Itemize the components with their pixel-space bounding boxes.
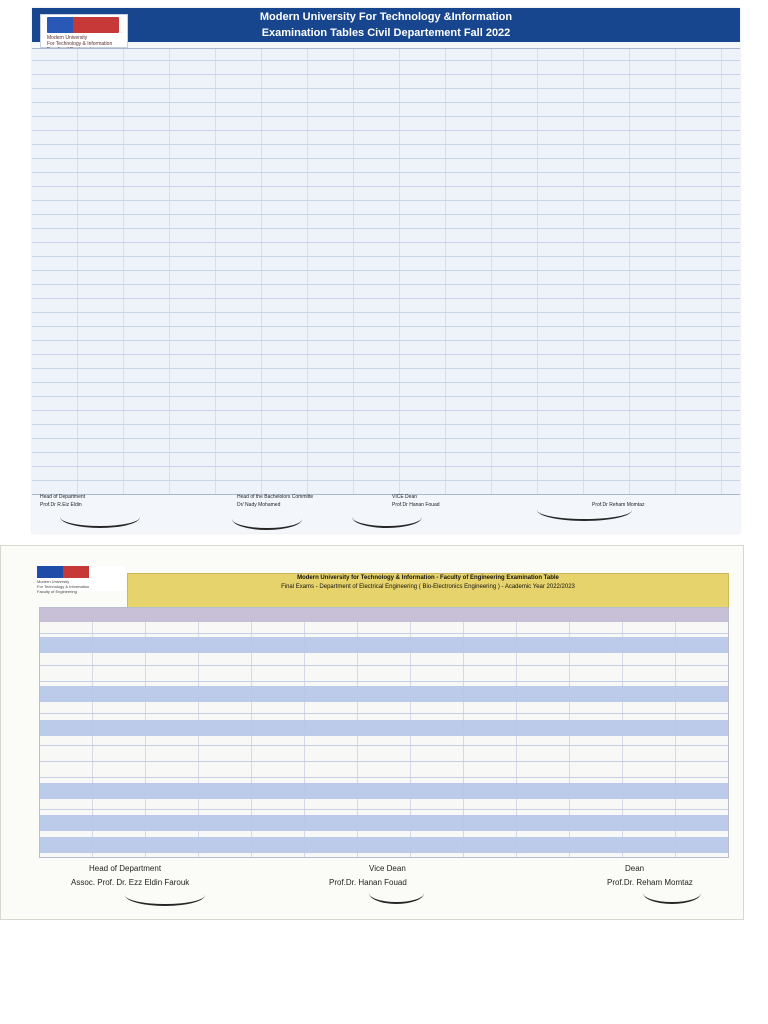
logo-text-line2: For Technology & Information [47, 41, 113, 47]
civil-exam-table [32, 48, 740, 495]
highlight-row [40, 637, 728, 653]
signature-mark [643, 882, 701, 904]
civil-footer [32, 492, 740, 530]
bio-exam-table [39, 607, 729, 858]
head-department-name: Prof.Dr R.Eiz Eldin [40, 502, 82, 508]
highlight-row [40, 815, 728, 831]
dean-name: Prof.Dr Reham Momtaz [592, 502, 645, 508]
civil-title-line2: Examination Tables Civil Departement Fall 2022 [261, 27, 511, 39]
mu-logo-mark [47, 17, 119, 33]
vice-dean-name: Prof.Dr. Hanan Fouad [329, 878, 407, 887]
signature-mark [232, 508, 302, 530]
civil-sheet-header [32, 8, 740, 42]
vice-dean-title: VICE Dean [392, 494, 418, 500]
vice-dean-name: Prof.Dr Hanan Fouad [392, 502, 440, 508]
logo-text-line1: Modern University [47, 35, 88, 41]
highlight-row [40, 720, 728, 736]
highlight-row [40, 686, 728, 702]
committee-name: Dr/ Nady Mohamed [237, 502, 281, 508]
signature-mark [60, 506, 140, 528]
university-logo [37, 566, 125, 594]
highlight-row [40, 783, 728, 799]
bio-footer [39, 864, 729, 904]
bio-title-line1: Modern University for Technology & Information - Faculty of Engineering Examination Table [297, 575, 559, 581]
dean-name: Prof.Dr. Reham Momtaz [607, 878, 693, 887]
civil-exam-sheet [32, 8, 740, 533]
logo-text-line1: Modern University [37, 579, 70, 584]
logo-text [37, 579, 129, 594]
bio-title-bar [127, 573, 729, 609]
bio-title-line2: Final Exams - Department of Electrical Engineering ( Bio-Electronics Engineering ) - Academic Year 2022/2023 [281, 584, 575, 590]
signature-mark [125, 884, 205, 906]
head-department-label: Head of Department [89, 864, 162, 873]
head-department-name: Assoc. Prof. Dr. Ezz Eldin Farouk [71, 878, 190, 887]
signature-mark [352, 506, 422, 528]
signature-mark [369, 882, 424, 904]
logo-text-line2: For Technology & Information [37, 584, 90, 589]
head-department-title: Head of Department [40, 494, 86, 500]
logo-text-line3: Faculty of Engineering [37, 589, 77, 594]
table-header-row [40, 608, 728, 622]
university-logo [40, 14, 128, 48]
signature-mark [537, 499, 632, 521]
vice-dean-label: Vice Dean [369, 864, 406, 873]
committee-title: Head of the Bachelolors Committe [237, 494, 314, 500]
dean-label: Dean [625, 864, 645, 873]
bio-electronics-exam-sheet [0, 545, 744, 920]
civil-title-line1: Modern University For Technology &Information [259, 11, 513, 23]
highlight-row [40, 837, 728, 853]
mu-logo-mark [37, 566, 89, 578]
